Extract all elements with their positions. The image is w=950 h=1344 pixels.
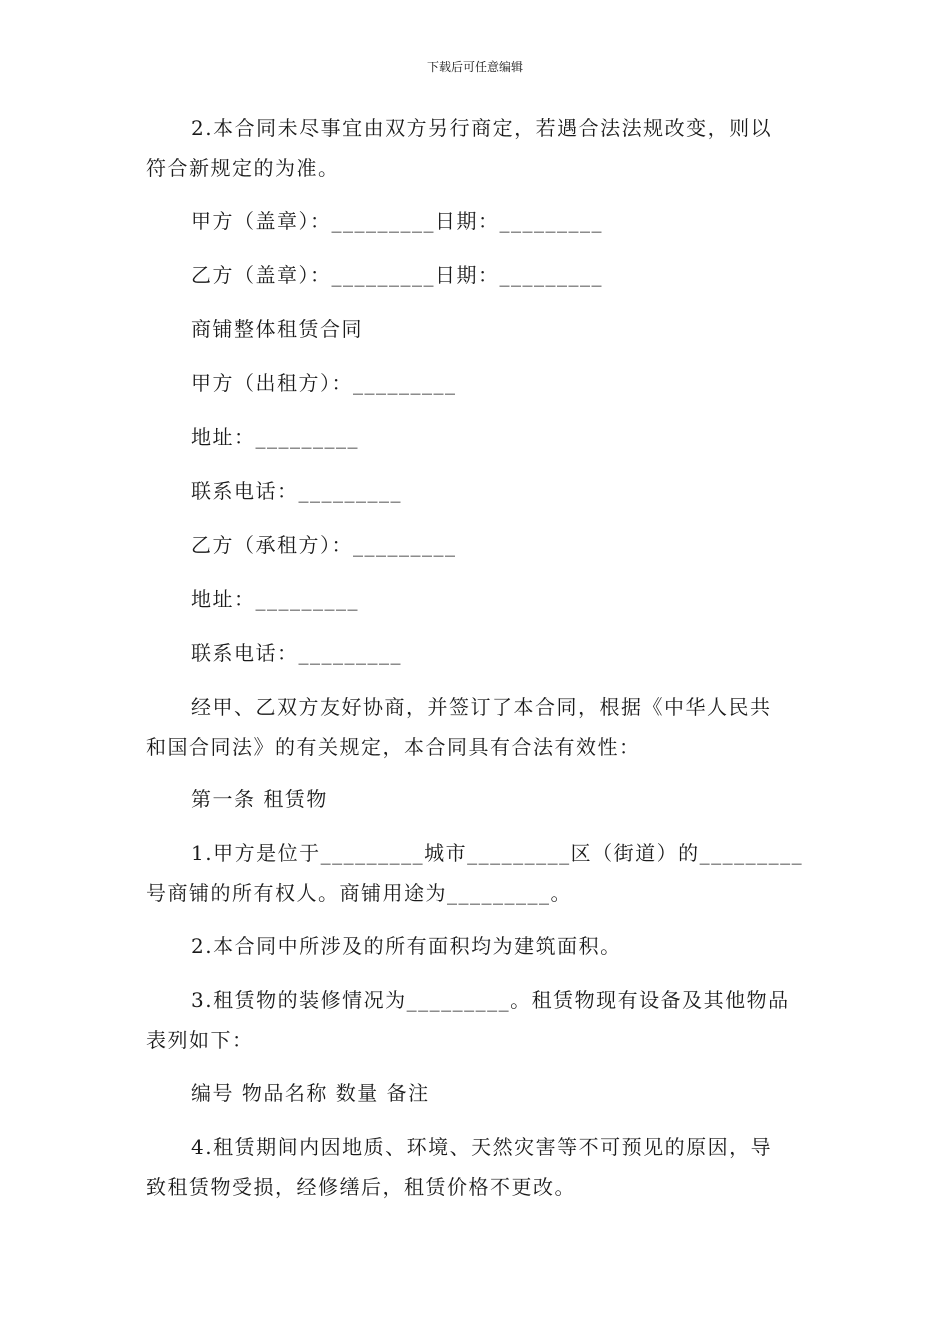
lessee-address-line: 地址：_________	[191, 587, 359, 611]
clause-1-location	[146, 833, 806, 913]
paragraph-line: 致租赁物受损，经修缮后，租赁价格不更改。	[146, 1175, 576, 1199]
paragraph-line: 符合新规定的为准。	[146, 156, 340, 180]
clause-2-unresolved-matters	[146, 108, 806, 188]
party-b-seal-line: 乙方（盖章）：_________日期：_________	[191, 263, 603, 287]
clause-3-decoration	[146, 980, 806, 1060]
paragraph-line: 3.租赁物的装修情况为_________。租赁物现有设备及其他物品	[191, 988, 790, 1012]
paragraph-line: 和国合同法》的有关规定，本合同具有合法有效性：	[146, 735, 641, 759]
item-table-header: 编号 物品名称 数量 备注	[191, 1081, 430, 1105]
contract-title: 商铺整体租赁合同	[191, 317, 363, 341]
article-1-heading: 第一条 租赁物	[191, 787, 328, 811]
paragraph-line: 号商铺的所有权人。商铺用途为_________。	[146, 881, 572, 905]
lessee-line: 乙方（承租方）：_________	[191, 533, 457, 557]
contract-preamble	[146, 687, 806, 767]
clause-4-damage	[146, 1127, 806, 1207]
lessee-phone-line: 联系电话：_________	[191, 641, 402, 665]
paragraph-line: 4.租赁期间内因地质、环境、天然灾害等不可预见的原因，导	[191, 1135, 773, 1159]
lessor-phone-line: 联系电话：_________	[191, 479, 402, 503]
paragraph-line: 表列如下：	[146, 1028, 254, 1052]
page-header: 下载后可任意编辑	[426, 60, 523, 74]
paragraph-line: 1.甲方是位于_________城市_________区（街道）的_________	[191, 841, 804, 865]
lessor-address-line: 地址：_________	[191, 425, 359, 449]
clause-2-area: 2.本合同中所涉及的所有面积均为建筑面积。	[191, 934, 622, 958]
paragraph-line: 经甲、乙双方友好协商，并签订了本合同，根据《中华人民共	[191, 695, 772, 719]
lessor-line: 甲方（出租方）：_________	[191, 371, 457, 395]
party-a-seal-line: 甲方（盖章）：_________日期：_________	[191, 209, 603, 233]
paragraph-line: 2.本合同未尽事宜由双方另行商定，若遇合法法规改变，则以	[191, 116, 773, 140]
